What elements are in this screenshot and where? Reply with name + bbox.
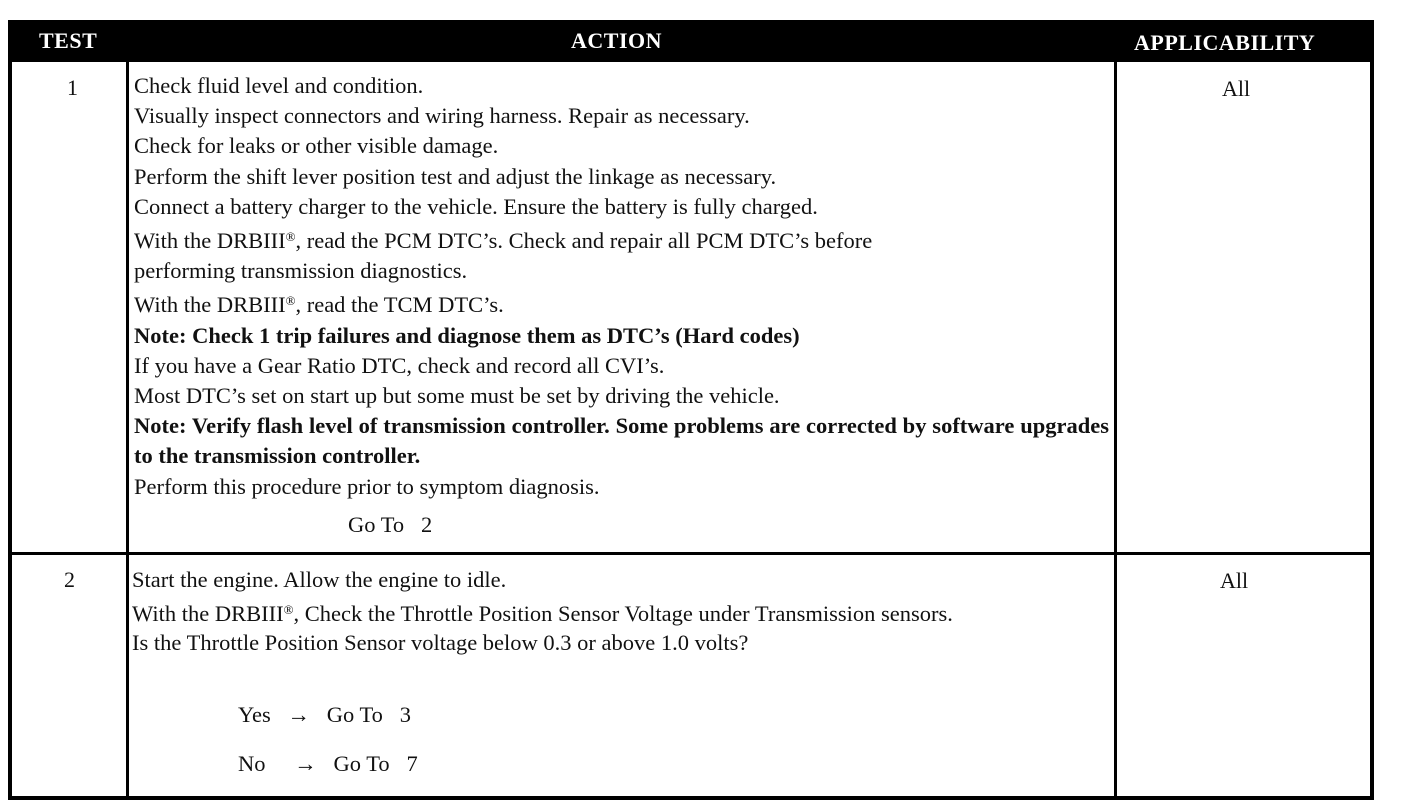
no-label: No xyxy=(238,751,266,776)
drb-text: With the DRBIII xyxy=(132,600,284,626)
table-header xyxy=(12,24,1370,62)
drb-text: With the DRBIII xyxy=(134,228,286,254)
applicability-value: All xyxy=(1222,76,1251,101)
goto-link[interactable]: Go To 7 xyxy=(333,751,418,776)
test-number: 2 xyxy=(64,567,75,592)
drb-text: , Check the Throttle Position Sensor Voltage under Transmission sensors. xyxy=(293,600,953,626)
note-line: Note: Check 1 trip failures and diagnose them as DTC’s (Hard codes) xyxy=(134,322,800,348)
diagnostic-table xyxy=(8,20,1374,800)
action-line xyxy=(132,595,1107,629)
header-test: TEST xyxy=(39,28,98,53)
action-line xyxy=(134,286,1109,320)
goto-link[interactable]: Go To 3 xyxy=(326,702,412,727)
action-line xyxy=(134,222,1109,256)
registered-mark: ® xyxy=(283,601,294,617)
action-line: If you have a Gear Ratio DTC, check and record all CVI’s. xyxy=(134,352,665,378)
action-line: Perform the shift lever position test and adjust the linkage as necessary. xyxy=(134,163,777,189)
action-line: Connect a battery charger to the vehicle. Ensure the battery is fully charged. xyxy=(134,193,818,219)
arrow-right-icon: → xyxy=(287,702,310,727)
action-cell xyxy=(134,71,1109,502)
applicability-value: All xyxy=(1220,568,1249,593)
registered-mark: ® xyxy=(285,293,296,309)
action-cell xyxy=(132,565,1107,658)
test-number: 1 xyxy=(67,75,78,100)
drb-text: , read the PCM DTC’s. Check and repair all PCM DTC’s before xyxy=(295,228,873,254)
action-line: Check for leaks or other visible damage. xyxy=(134,133,499,159)
action-line: Visually inspect connectors and wiring harness. Repair as necessary. xyxy=(134,103,750,129)
action-line: performing transmission diagnostics. xyxy=(134,258,468,284)
action-line: Most DTC’s set on start up but some must be set by driving the vehicle. xyxy=(134,383,780,409)
arrow-right-icon: → xyxy=(294,751,317,776)
question-line: Is the Throttle Position Sensor voltage below 0.3 or above 1.0 volts? xyxy=(132,630,749,655)
table-row-test-2 xyxy=(12,555,1370,796)
header-applicability: APPLICABILITY xyxy=(1134,30,1316,55)
goto-link[interactable]: Go To 2 xyxy=(348,512,433,537)
action-line: Start the engine. Allow the engine to idle. xyxy=(132,567,507,592)
action-line: Perform this procedure prior to symptom diagnosis. xyxy=(134,473,600,499)
yes-branch[interactable] xyxy=(238,702,411,728)
drb-text: With the DRBIII xyxy=(134,292,286,318)
header-action: ACTION xyxy=(571,28,663,53)
no-branch[interactable] xyxy=(238,751,418,777)
note-line: Note: Verify flash level of transmission controller. Some problems are corrected by software upgrades to the transmission controller. xyxy=(134,413,1109,469)
registered-mark: ® xyxy=(285,229,296,245)
table-row-test-1 xyxy=(12,62,1370,552)
drb-text: , read the TCM DTC’s. xyxy=(295,292,504,318)
yes-label: Yes xyxy=(238,702,271,727)
action-line: Check fluid level and condition. xyxy=(134,73,424,98)
